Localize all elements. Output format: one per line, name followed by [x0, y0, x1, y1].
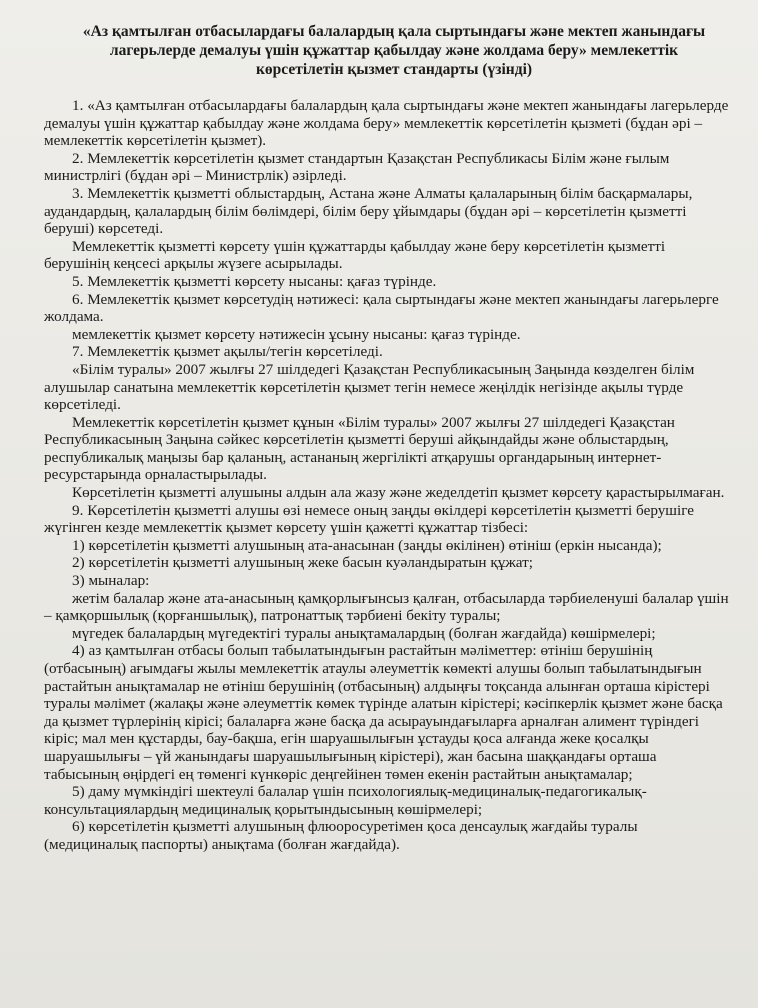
paragraph: Көрсетілетін қызметті алушыны алдын ала жазу және жеделдетіп қызмет көрсету қарастырылмаған.	[72, 484, 725, 502]
paragraph: 9. Көрсетілетін қызметті алушы өзі немесе оның заңды өкілдері көрсетілетін қызметті берушіге жүгінген кезде мемлекеттік қызмет көрсету үшін қажетті құжаттар тізбесі:	[44, 501, 694, 537]
paragraph: 1) көрсетілетін қызметті алушының ата-анасынан (заңды өкілінен) өтініш (еркін нысанда);	[72, 536, 662, 554]
paragraph: Мемлекеттік қызметті көрсету үшін құжаттарды қабылдау және беру көрсетілетін қызметті берушінің кеңсесі арқылы жүзеге асырылады.	[44, 237, 666, 273]
paragraph: мемлекеттік қызмет көрсету нәтижесін ұсыну нысаны: қағаз түрінде.	[72, 325, 521, 343]
document-body	[44, 97, 734, 854]
paragraph: 3. Мемлекеттік қызметті облыстардың, Астана және Алматы қалаларының білім басқармалары, аудандардың, қалалардың білім бөлімдері, білім беру ұйымдары (бұдан әрі – көрсетілетін қызметті беруші) көрсетеді.	[44, 184, 693, 238]
paragraph: 6) көрсетілетін қызметті алушының флюоросуретімен қоса денсаулық жағдайы туралы (медициналық паспорты) анықтама (болған жағдайда).	[44, 818, 638, 853]
paragraph: жетім балалар және ата-анасының қамқорлығынсыз қалған, отбасыларда тәрбиеленуші балалар үшін – қамқоршылық (қорғаншылық), патронаттық тәрбиені бекіту туралы;	[44, 589, 729, 625]
paragraph: 2) көрсетілетін қызметті алушының жеке басын куәландыратын құжат;	[72, 554, 534, 572]
paragraph: 7. Мемлекеттік қызмет ақылы/тегін көрсетіледі.	[72, 343, 383, 361]
paragraph: Мемлекеттік көрсетілетін қызмет құнын «Білім туралы» 2007 жылғы 27 шілдедегі Қазақстан Республикасының Заңына сәйкес көрсетілетін қызметті беруші айқындайды және облыстардың, республикалық маңызы бар қаланың, астананың жергілікті атқарушы органдарының интернет-ресурстарында орналастырылады.	[44, 413, 675, 484]
paragraph: 2. Мемлекеттік көрсетілетін қызмет стандартын Қазақстан Республикасы Білім және ғылым министрлігі (бұдан әрі – Министрлік) әзірледі.	[44, 149, 670, 185]
paragraph: 3) мыналар:	[72, 572, 150, 590]
paragraph: 6. Мемлекеттік қызмет көрсетудің нәтижесі: қала сыртындағы және мектеп жанындағы лагерьлерге жолдама.	[44, 290, 719, 326]
paragraph: «Білім туралы» 2007 жылғы 27 шілдедегі Қазақстан Республикасының Заңында көзделген білім алушылар санатына мемлекеттік көрсетілетін қызмет тегін немесе жеңілдік негізінде ақылы түрде көрсетіледі.	[44, 360, 695, 414]
paragraph: 5) даму мүмкіндігі шектеулі балалар үшін психологиялық-медициналық-педагогикалық-консультациялардың медициналық қорытындысының көшірмелері;	[44, 783, 647, 818]
document-title: «Аз қамтылған отбасылардағы балалардың қала сыртындағы және мектеп жанындағы лагерьлерде демалуы үшін құжаттар қабылдау және жолдама беру» мемлекеттік көрсетілетін қызмет стандарты (үзінді)	[82, 23, 706, 78]
paragraph: мүгедек балалардың мүгедектігі туралы анықтамалардың (болған жағдайда) көшірмелері;	[72, 624, 656, 642]
paragraph: 5. Мемлекеттік қызметті көрсету нысаны: қағаз түрінде.	[72, 272, 437, 290]
paragraph: 4) аз қамтылған отбасы болып табылатындығын растайтын мәліметтер: өтініш берушінің (отбасының) ағымдағы жылы мемлекеттік атаулы әлеуметтік көмекті алушы болып табылатындығын растайтын анықтамалар не өтініш берушінің (отбасының) алдыңғы тоқсанда алынған орташа кірістері туралы мәлімет (жалақы және әлеуметтік көмек түрінде алатын кірістері; кәсіпкерлік қызмет және басқа да қызмет түрлерінің кірісі; балаларға және басқа да асырауындағыларға арналған алимент түріндегі кіріс; мал мен құстарды, бау-бақша, егін шаруашылығын ұстауды қоса алғанда жеке қосалқы шаруашылығы – үй жанындағы шаруашылығының кірістері), жан басына шаққандағы орташа табысының өңірдегі ең төменгі күнкөріс деңгейінен төмен екенін растайтын анықтамалар;	[44, 642, 723, 783]
paragraph: 1. «Аз қамтылған отбасылардағы балалардың қала сыртындағы және мектеп жанындағы лагерьлерде демалуы үшін құжаттар қабылдау және жолдама беру» мемлекеттік көрсетілетін қызметі (бұдан әрі – мемлекеттік көрсетілетін қызмет).	[44, 97, 729, 150]
